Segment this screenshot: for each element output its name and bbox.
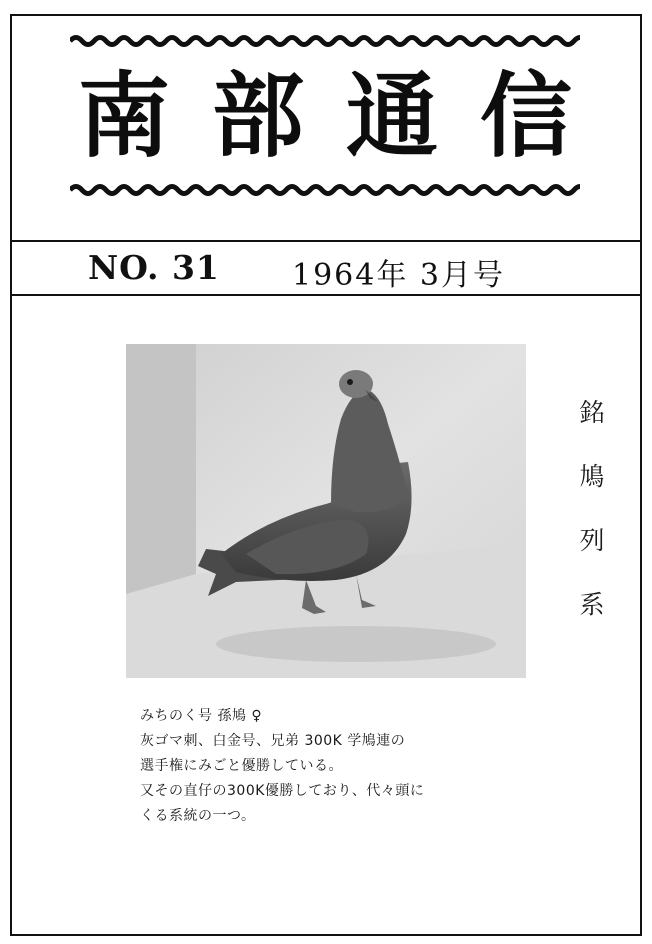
issue-row <box>10 242 642 294</box>
caption-line: 又その直仔の300K優勝しており、代々頭に <box>140 783 425 799</box>
wave-border-top <box>70 34 580 48</box>
side-caption <box>572 400 612 656</box>
title-char: 部 <box>211 63 304 170</box>
page-title <box>70 62 580 172</box>
title-char: 南 <box>78 63 171 170</box>
title-char: 通 <box>345 63 438 170</box>
issue-date: 1964年 3月号 <box>292 258 505 293</box>
side-caption-char: 系 <box>579 590 605 619</box>
divider <box>10 294 642 296</box>
caption-line: 選手権にみごと優勝している。 <box>140 758 343 774</box>
side-caption-char: 鳩 <box>579 462 605 491</box>
pigeon-photo <box>126 344 526 678</box>
issue-number: NO. 31 <box>88 248 220 287</box>
caption-line: 灰ゴマ刺、白金号、兄弟 300K 学鳩連の <box>140 733 406 749</box>
side-caption-char: 銘 <box>579 398 605 427</box>
caption-line: くる系統の一つ。 <box>140 808 256 824</box>
side-caption-char: 列 <box>579 526 605 555</box>
title-char: 信 <box>479 63 572 170</box>
photo-caption <box>140 704 560 829</box>
wave-border-bottom <box>70 183 580 197</box>
caption-line: みちのく号 孫鳩 ♀ <box>140 708 263 724</box>
